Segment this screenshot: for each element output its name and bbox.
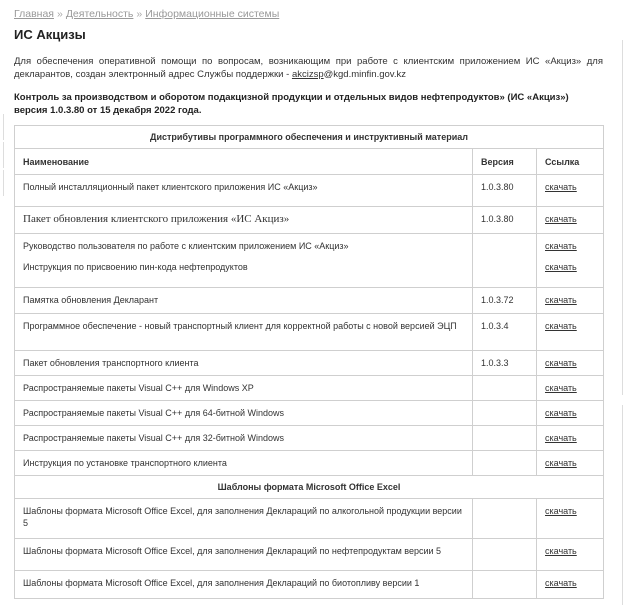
section-excel-header: Шаблоны формата Microsoft Office Excel <box>15 476 604 499</box>
support-email-domain: @kgd.minfin.gov.kz <box>323 69 406 80</box>
download-link[interactable]: скачать <box>545 321 577 331</box>
download-link[interactable]: скачать <box>545 214 577 224</box>
row-version <box>473 376 537 401</box>
row-version <box>473 451 537 476</box>
row-version <box>473 234 537 288</box>
breadcrumb <box>14 7 603 21</box>
row-version: 1.0.3.4 <box>473 314 537 351</box>
download-link[interactable]: скачать <box>545 182 577 192</box>
table-row <box>15 571 604 599</box>
table-row <box>15 539 604 571</box>
row-version: 1.0.3.80 <box>473 207 537 234</box>
breadcrumb-separator: » <box>136 8 143 20</box>
breadcrumb-separator: » <box>56 8 63 20</box>
row-version: 1.0.3.80 <box>473 175 537 207</box>
row-name: Программное обеспечение - новый транспортный клиент для корректной работы с новой версией ЭЦП <box>15 314 473 351</box>
row-name: Шаблоны формата Microsoft Office Excel, для заполнения Деклараций по биотопливу версии 1 <box>15 571 473 599</box>
downloads-table <box>14 125 604 599</box>
row-name: Шаблоны формата Microsoft Office Excel, для заполнения Деклараций по нефтепродуктам версии 5 <box>15 539 473 571</box>
download-link[interactable]: скачать <box>545 295 577 305</box>
table-row <box>15 451 604 476</box>
column-header-name: Наименование <box>15 149 473 175</box>
download-link[interactable]: скачать <box>545 433 577 443</box>
download-link[interactable]: скачать <box>545 383 577 393</box>
row-name: Пакет обновления клиентского приложения «ИС Акциз» <box>15 207 473 234</box>
row-name: Руководство пользователя по работе с клиентским приложением ИС «Акциз» <box>23 241 349 251</box>
table-row <box>15 426 604 451</box>
row-name: Инструкция по установке транспортного клиента <box>15 451 473 476</box>
row-name: Распространяемые пакеты Visual C++ для 32-битной Windows <box>15 426 473 451</box>
row-name: Пакет обновления транспортного клиента <box>15 351 473 376</box>
download-link[interactable]: скачать <box>545 506 577 516</box>
page-title: ИС Акцизы <box>14 27 86 42</box>
row-version <box>473 499 537 539</box>
intro-text: Для обеспечения оперативной помощи по вопросам, возникающим при работе с клиентским приложением ИС «Акциз» для декларантов, создан электронный адрес Службы поддержки - <box>14 56 603 80</box>
row-version <box>473 426 537 451</box>
column-header-version: Версия <box>473 149 537 175</box>
table-row <box>15 401 604 426</box>
control-note: Контроль за производством и оборотом подакцизной продукции и отдельных видов нефтепродуктов» (ИС «Акциз») версия 1.0.3.80 от 15 декабря 2022 года. <box>14 92 569 116</box>
support-email-link[interactable]: akcizsp <box>291 69 324 80</box>
row-name: Распространяемые пакеты Visual C++ для 64-битной Windows <box>15 401 473 426</box>
row-name-secondary: Инструкция по присвоению пин-кода нефтепродуктов <box>23 262 248 272</box>
table-row <box>15 175 604 207</box>
table-row <box>15 207 604 234</box>
download-link[interactable]: скачать <box>545 546 577 556</box>
intro-paragraph <box>14 55 603 81</box>
left-edge-tabs <box>0 0 4 610</box>
row-version <box>473 401 537 426</box>
download-link[interactable]: скачать <box>545 241 577 251</box>
column-header-link: Ссылка <box>537 149 604 175</box>
table-row <box>15 499 604 539</box>
download-link[interactable]: скачать <box>545 578 577 588</box>
right-sidebar-edge-lower <box>622 405 628 605</box>
download-link[interactable]: скачать <box>545 408 577 418</box>
row-version <box>473 539 537 571</box>
table-row <box>15 314 604 351</box>
breadcrumb-activity[interactable]: Деятельность <box>65 8 134 20</box>
table-row <box>15 234 604 288</box>
row-name: Полный инсталляционный пакет клиентского приложения ИС «Акциз» <box>15 175 473 207</box>
download-link-secondary[interactable]: скачать <box>545 262 577 272</box>
download-link[interactable]: скачать <box>545 358 577 368</box>
row-name: Распространяемые пакеты Visual C++ для Windows XP <box>15 376 473 401</box>
row-version <box>473 571 537 599</box>
breadcrumb-home[interactable]: Главная <box>14 8 54 20</box>
row-version: 1.0.3.72 <box>473 288 537 314</box>
row-name: Шаблоны формата Microsoft Office Excel, для заполнения Деклараций по алкогольной продукции версии 5 <box>15 499 473 539</box>
row-version: 1.0.3.3 <box>473 351 537 376</box>
download-link[interactable]: скачать <box>545 458 577 468</box>
table-row <box>15 288 604 314</box>
breadcrumb-information-systems[interactable]: Информационные системы <box>145 8 280 20</box>
main-content <box>14 7 603 599</box>
table-row <box>15 351 604 376</box>
section-software-header: Дистрибутивы программного обеспечения и инструктивный материал <box>15 126 604 149</box>
table-row <box>15 376 604 401</box>
row-name: Памятка обновления Декларант <box>15 288 473 314</box>
right-sidebar-edge <box>622 40 628 395</box>
